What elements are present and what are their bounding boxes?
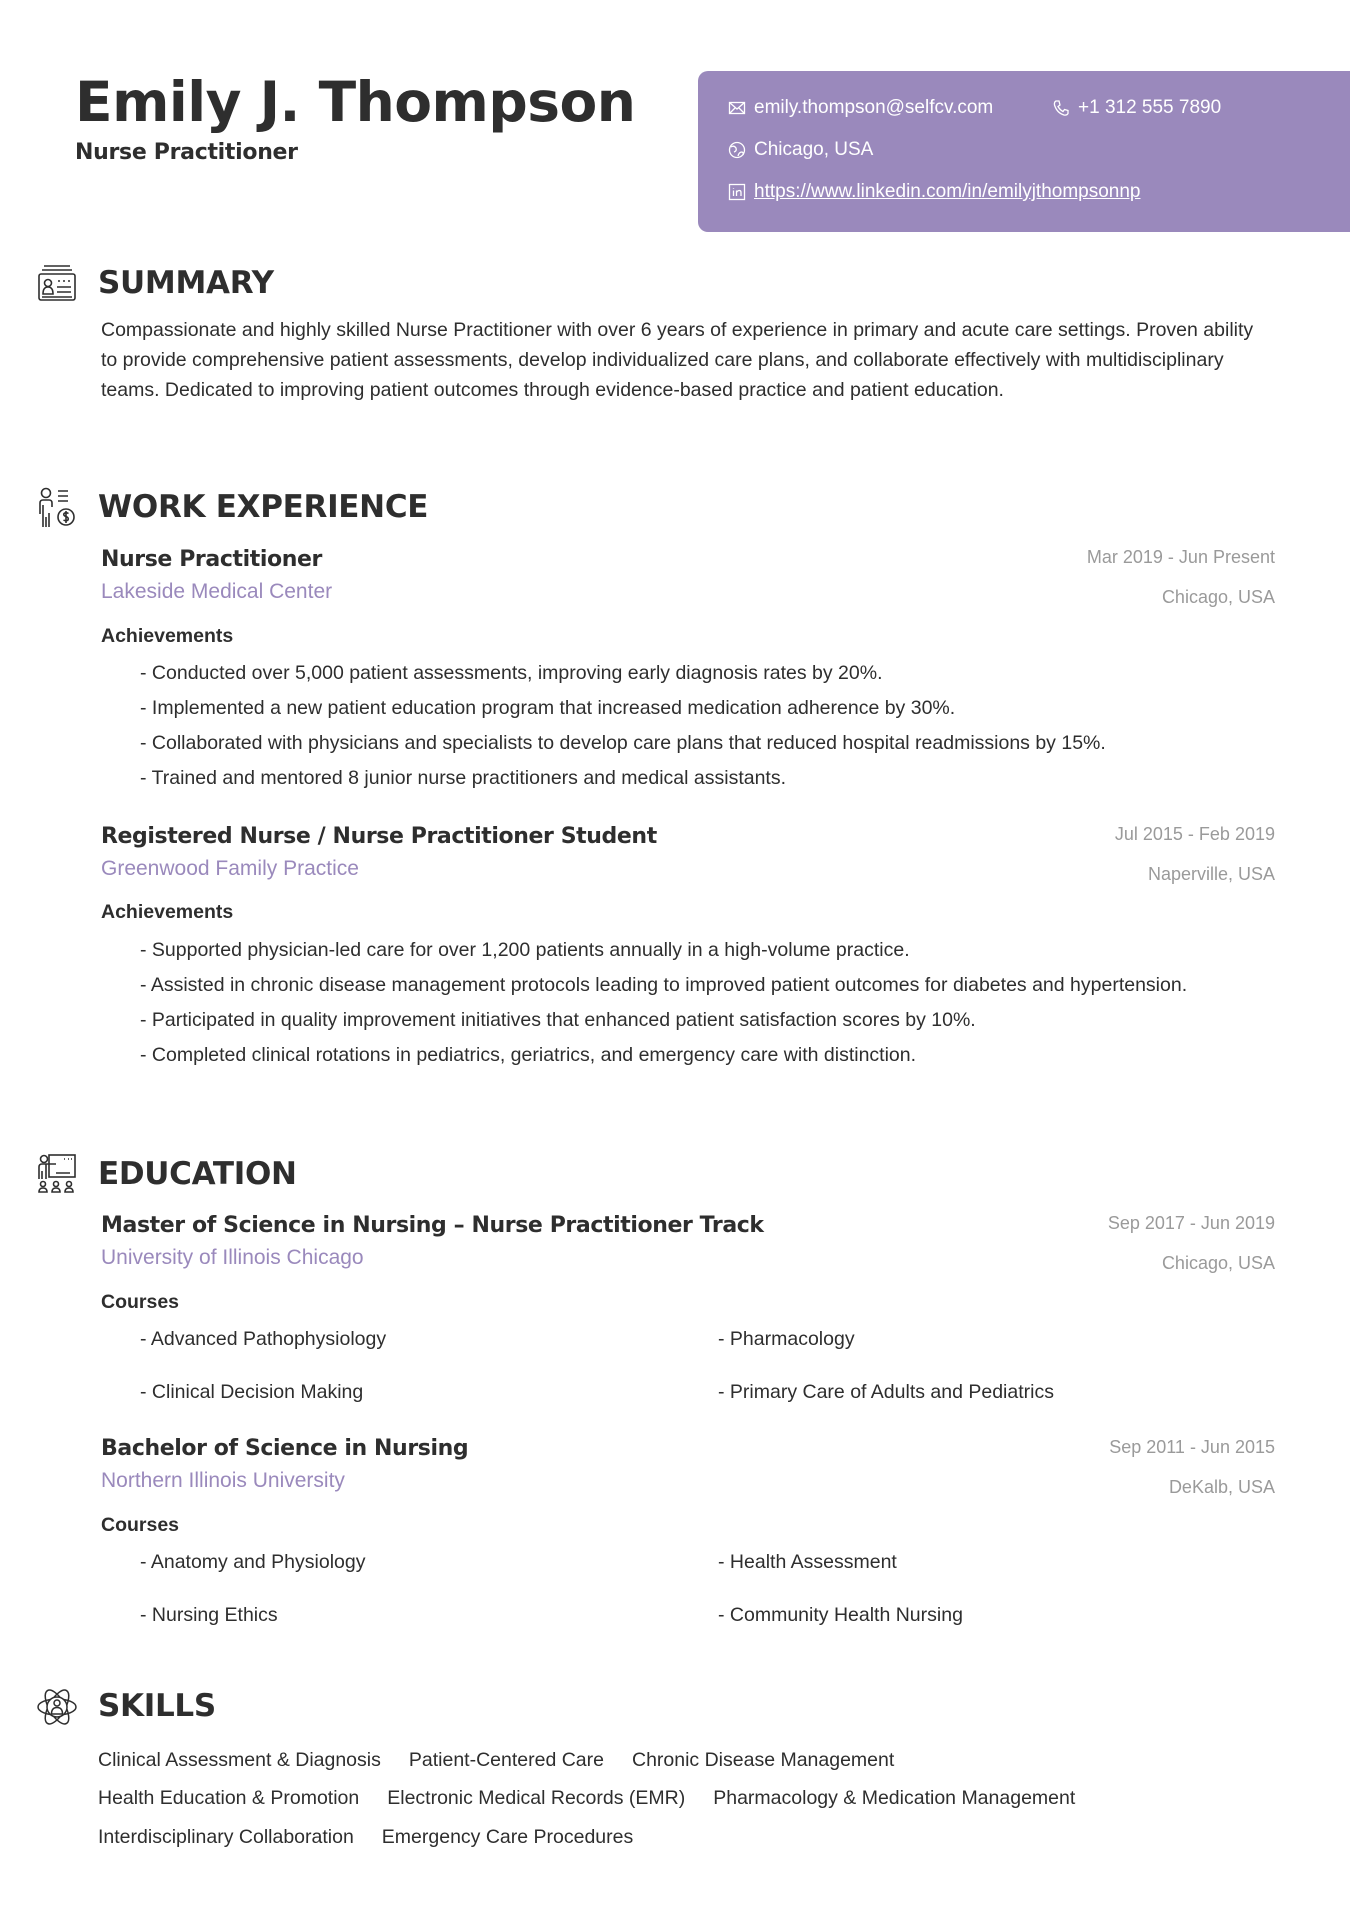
degree-title: Bachelor of Science in Nursing bbox=[101, 1436, 469, 1461]
course-item: - Clinical Decision Making bbox=[140, 1381, 363, 1404]
job-dates: Mar 2019 - Jun Present bbox=[1086, 547, 1275, 567]
job-company: Lakeside Medical Center bbox=[101, 580, 333, 603]
list-item: - Completed clinical rotations in pediatrics, geriatrics, and emergency care with distinction. bbox=[140, 1040, 1270, 1070]
job-location: Naperville, USA bbox=[1147, 864, 1275, 884]
job-title: Registered Nurse / Nurse Practitioner Student bbox=[101, 824, 657, 849]
candidate-name: Emily J. Thompson bbox=[75, 70, 636, 134]
degree-school: University of Illinois Chicago bbox=[101, 1246, 364, 1269]
list-item: - Assisted in chronic disease management protocols leading to improved patient outcomes for diabetes and hypertension. bbox=[140, 970, 1270, 1000]
phone-icon bbox=[1052, 99, 1070, 117]
atom-person-icon bbox=[36, 1686, 78, 1728]
courses-label: Courses bbox=[101, 1514, 180, 1536]
contact-panel bbox=[698, 71, 1350, 232]
teacher-classroom-icon bbox=[36, 1153, 78, 1195]
contact-location bbox=[728, 139, 873, 161]
degree-dates: Sep 2017 - Jun 2019 bbox=[1107, 1213, 1275, 1233]
linkedin-link[interactable]: https://www.linkedin.com/in/emilyjthompsonnp bbox=[754, 181, 1141, 202]
skills-heading: SKILLS bbox=[98, 1688, 216, 1724]
degree-school: Northern Illinois University bbox=[101, 1469, 345, 1492]
skills-row bbox=[98, 1741, 1278, 1780]
skill-item: Emergency Care Procedures bbox=[381, 1825, 634, 1848]
skill-item: Electronic Medical Records (EMR) bbox=[387, 1787, 686, 1810]
course-item: - Anatomy and Physiology bbox=[140, 1551, 365, 1574]
degree-location: DeKalb, USA bbox=[1168, 1477, 1275, 1497]
degree-dates: Sep 2011 - Jun 2015 bbox=[1109, 1437, 1275, 1457]
skill-item: Interdisciplinary Collaboration bbox=[98, 1825, 354, 1848]
location-text: Chicago, USA bbox=[754, 139, 874, 160]
job-title: Nurse Practitioner bbox=[101, 547, 322, 572]
course-item: - Nursing Ethics bbox=[140, 1604, 278, 1627]
courses-label: Courses bbox=[101, 1291, 180, 1313]
list-item: - Supported physician-led care for over 1,200 patients annually in a high-volume practice. bbox=[140, 935, 1270, 965]
list-item: - Collaborated with physicians and specialists to develop care plans that reduced hospital readmissions by 15%. bbox=[140, 728, 1270, 758]
summary-heading: SUMMARY bbox=[98, 265, 274, 301]
course-item: - Health Assessment bbox=[718, 1551, 897, 1574]
achievements-label: Achievements bbox=[101, 625, 234, 647]
degree-location: Chicago, USA bbox=[1161, 1253, 1275, 1273]
achievements-list bbox=[140, 935, 1270, 1075]
linkedin-icon bbox=[728, 183, 746, 201]
skill-item: Pharmacology & Medication Management bbox=[713, 1787, 1076, 1810]
contact-email[interactable] bbox=[728, 97, 993, 119]
email-text: emily.thompson@selfcv.com bbox=[754, 97, 994, 118]
job-company: Greenwood Family Practice bbox=[101, 857, 359, 880]
list-item: - Implemented a new patient education program that increased medication adherence by 30%. bbox=[140, 693, 1270, 723]
contact-linkedin[interactable] bbox=[728, 181, 1141, 203]
candidate-title: Nurse Practitioner bbox=[75, 140, 298, 165]
summary-text: Compassionate and highly skilled Nurse Practitioner with over 6 years of experience in primary and acute care settings. Proven ability to provide comprehensive patient assessments, develop individualized care plans, and collaborate effectively with multidisciplinary teams. Dedicated to improving patient outcomes through evidence-based practice and patient education. bbox=[101, 319, 1254, 401]
course-item: - Pharmacology bbox=[718, 1328, 855, 1351]
achievements-list bbox=[140, 658, 1270, 798]
list-item: - Trained and mentored 8 junior nurse practitioners and medical assistants. bbox=[140, 763, 1270, 793]
skill-item: Chronic Disease Management bbox=[631, 1748, 895, 1771]
course-item: - Community Health Nursing bbox=[718, 1604, 963, 1627]
education-heading: EDUCATION bbox=[98, 1156, 297, 1192]
skill-item: Health Education & Promotion bbox=[98, 1787, 360, 1810]
id-card-icon bbox=[36, 262, 78, 304]
skills-list bbox=[98, 1741, 1278, 1857]
contact-phone[interactable] bbox=[1052, 97, 1221, 119]
skill-item: Clinical Assessment & Diagnosis bbox=[98, 1748, 381, 1771]
experience-heading: WORK EXPERIENCE bbox=[98, 489, 429, 525]
list-item: - Participated in quality improvement initiatives that enhanced patient satisfaction scores by 10%. bbox=[140, 1005, 1270, 1035]
skill-item: Patient-Centered Care bbox=[408, 1748, 604, 1771]
course-item: - Advanced Pathophysiology bbox=[140, 1328, 386, 1351]
phone-text: +1 312 555 7890 bbox=[1078, 97, 1222, 118]
job-dates: Jul 2015 - Feb 2019 bbox=[1114, 824, 1275, 844]
worker-salary-icon bbox=[36, 487, 78, 529]
degree-title: Master of Science in Nursing – Nurse Practitioner Track bbox=[101, 1213, 764, 1238]
course-item: - Primary Care of Adults and Pediatrics bbox=[718, 1381, 1054, 1404]
skills-row bbox=[98, 1780, 1278, 1819]
location-icon bbox=[728, 141, 746, 159]
achievements-label: Achievements bbox=[101, 901, 234, 923]
list-item: - Conducted over 5,000 patient assessments, improving early diagnosis rates by 20%. bbox=[140, 658, 1270, 688]
mail-icon bbox=[728, 99, 746, 117]
job-location: Chicago, USA bbox=[1161, 587, 1275, 607]
skills-row bbox=[98, 1818, 1278, 1857]
